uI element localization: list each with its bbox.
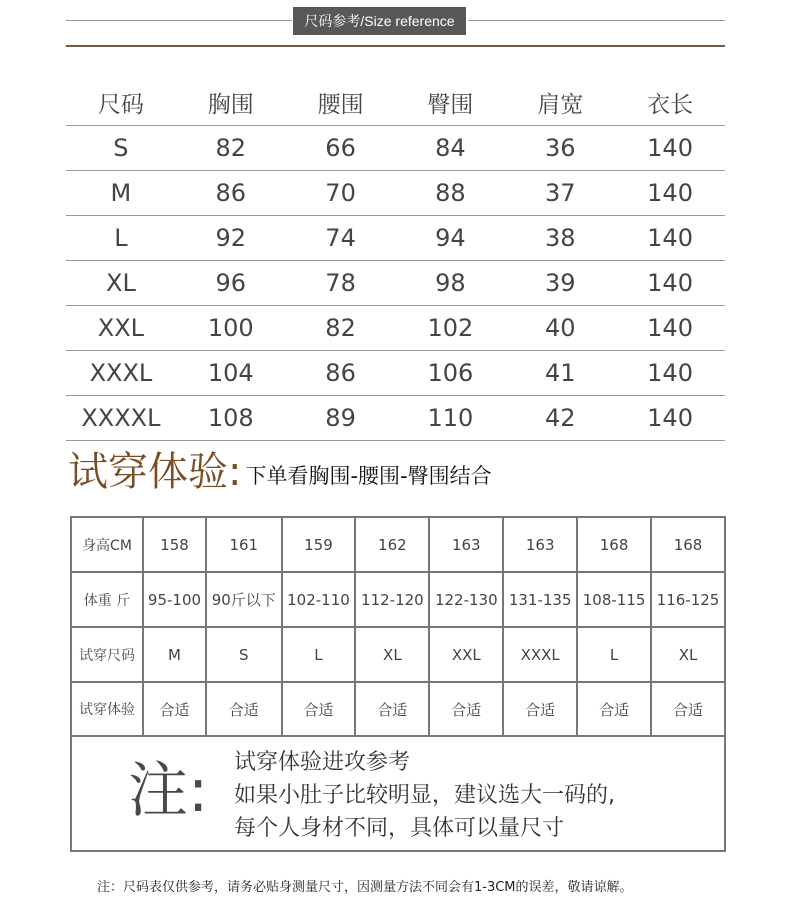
cell: 161 bbox=[206, 517, 282, 572]
cell: XXXL bbox=[503, 627, 577, 682]
cell: L bbox=[66, 216, 176, 261]
cell: 合适 bbox=[355, 682, 429, 736]
try-row-size bbox=[71, 627, 725, 682]
cell: 110 bbox=[395, 396, 505, 441]
cell: XXL bbox=[429, 627, 503, 682]
col-chest: 胸围 bbox=[176, 80, 286, 126]
cell: 163 bbox=[429, 517, 503, 572]
cell: XXL bbox=[66, 306, 176, 351]
size-row-xxxxl bbox=[66, 396, 725, 441]
cell: 104 bbox=[176, 351, 286, 396]
size-row-xl bbox=[66, 261, 725, 306]
note-lines bbox=[234, 746, 615, 845]
cell: 42 bbox=[505, 396, 615, 441]
note-line: 每个人身材不同，具体可以量尺寸 bbox=[234, 816, 565, 841]
cell: XL bbox=[66, 261, 176, 306]
cell: 102 bbox=[395, 306, 505, 351]
cell: 112-120 bbox=[355, 572, 429, 627]
cell: 108 bbox=[176, 396, 286, 441]
cell: 合适 bbox=[143, 682, 206, 736]
try-on-heading bbox=[68, 446, 492, 496]
cell: 86 bbox=[176, 171, 286, 216]
cell: 106 bbox=[395, 351, 505, 396]
header-rule-left bbox=[66, 20, 292, 21]
size-row-m bbox=[66, 171, 725, 216]
cell: 86 bbox=[286, 351, 396, 396]
cell: XXXL bbox=[66, 351, 176, 396]
cell: 66 bbox=[286, 126, 396, 171]
cell: 合适 bbox=[651, 682, 725, 736]
cell: 140 bbox=[615, 216, 725, 261]
header-rule-right bbox=[468, 20, 725, 21]
col-waist: 腰围 bbox=[286, 80, 396, 126]
col-length: 衣长 bbox=[615, 80, 725, 126]
cell: 70 bbox=[286, 171, 396, 216]
cell: 158 bbox=[143, 517, 206, 572]
cell: 168 bbox=[577, 517, 651, 572]
size-row-xxxl bbox=[66, 351, 725, 396]
cell: 90斤以下 bbox=[206, 572, 282, 627]
cell: 96 bbox=[176, 261, 286, 306]
cell: 合适 bbox=[282, 682, 356, 736]
cell: 98 bbox=[395, 261, 505, 306]
cell: 合适 bbox=[577, 682, 651, 736]
cell: 37 bbox=[505, 171, 615, 216]
col-shoulder: 肩宽 bbox=[505, 80, 615, 126]
cell: 36 bbox=[505, 126, 615, 171]
cell: 82 bbox=[176, 126, 286, 171]
row-label: 身高CM bbox=[71, 517, 143, 572]
size-table-header bbox=[66, 80, 725, 126]
cell: 122-130 bbox=[429, 572, 503, 627]
footer-note: 注：尺码表仅供参考，请务必贴身测量尺寸，因测量方法不同会有1-3CM的误差，敬请谅解。 bbox=[97, 880, 633, 895]
cell: 100 bbox=[176, 306, 286, 351]
cell: 82 bbox=[286, 306, 396, 351]
cell: 92 bbox=[176, 216, 286, 261]
cell: 41 bbox=[505, 351, 615, 396]
try-row-height bbox=[71, 517, 725, 572]
cell: 合适 bbox=[503, 682, 577, 736]
cell: 95-100 bbox=[143, 572, 206, 627]
cell: 116-125 bbox=[651, 572, 725, 627]
cell: 108-115 bbox=[577, 572, 651, 627]
brown-divider bbox=[66, 45, 725, 47]
cell: S bbox=[66, 126, 176, 171]
row-label: 试穿尺码 bbox=[71, 627, 143, 682]
cell: 40 bbox=[505, 306, 615, 351]
cell: 78 bbox=[286, 261, 396, 306]
cell: 162 bbox=[355, 517, 429, 572]
cell: 38 bbox=[505, 216, 615, 261]
cell: 131-135 bbox=[503, 572, 577, 627]
cell: 88 bbox=[395, 171, 505, 216]
size-row-xxl bbox=[66, 306, 725, 351]
cell: 140 bbox=[615, 306, 725, 351]
cell: XL bbox=[355, 627, 429, 682]
cell: 159 bbox=[282, 517, 356, 572]
size-row-l bbox=[66, 216, 725, 261]
col-hip: 臀围 bbox=[395, 80, 505, 126]
col-size: 尺码 bbox=[66, 80, 176, 126]
cell: 140 bbox=[615, 351, 725, 396]
note-line: 如果小肚子比较明显，建议选大一码的, bbox=[234, 783, 615, 808]
cell: L bbox=[282, 627, 356, 682]
cell: XL bbox=[651, 627, 725, 682]
note-mark: 注: bbox=[128, 756, 209, 826]
cell: 39 bbox=[505, 261, 615, 306]
cell: 合适 bbox=[429, 682, 503, 736]
cell: L bbox=[577, 627, 651, 682]
try-row-weight bbox=[71, 572, 725, 627]
cell: 89 bbox=[286, 396, 396, 441]
row-label: 试穿体验 bbox=[71, 682, 143, 736]
cell: 163 bbox=[503, 517, 577, 572]
try-row-fit bbox=[71, 682, 725, 736]
note-line: 试穿体验进攻参考 bbox=[234, 750, 411, 775]
cell: 140 bbox=[615, 171, 725, 216]
cell: 140 bbox=[615, 126, 725, 171]
cell: 合适 bbox=[206, 682, 282, 736]
cell: 94 bbox=[395, 216, 505, 261]
size-reference-badge: 尺码参考/Size reference bbox=[293, 7, 466, 35]
cell: 74 bbox=[286, 216, 396, 261]
cell: 84 bbox=[395, 126, 505, 171]
cell: 102-110 bbox=[282, 572, 356, 627]
try-on-subtitle: 下单看胸围-腰围-臀围结合 bbox=[245, 464, 492, 488]
cell: XXXXL bbox=[66, 396, 176, 441]
cell: S bbox=[206, 627, 282, 682]
note-box bbox=[70, 736, 726, 852]
size-table bbox=[66, 80, 725, 441]
cell: 140 bbox=[615, 261, 725, 306]
try-on-title: 试穿体验: bbox=[68, 449, 242, 495]
try-on-table bbox=[70, 516, 726, 737]
cell: 140 bbox=[615, 396, 725, 441]
cell: M bbox=[66, 171, 176, 216]
cell: 168 bbox=[651, 517, 725, 572]
row-label: 体重 斤 bbox=[71, 572, 143, 627]
size-row-s bbox=[66, 126, 725, 171]
cell: M bbox=[143, 627, 206, 682]
